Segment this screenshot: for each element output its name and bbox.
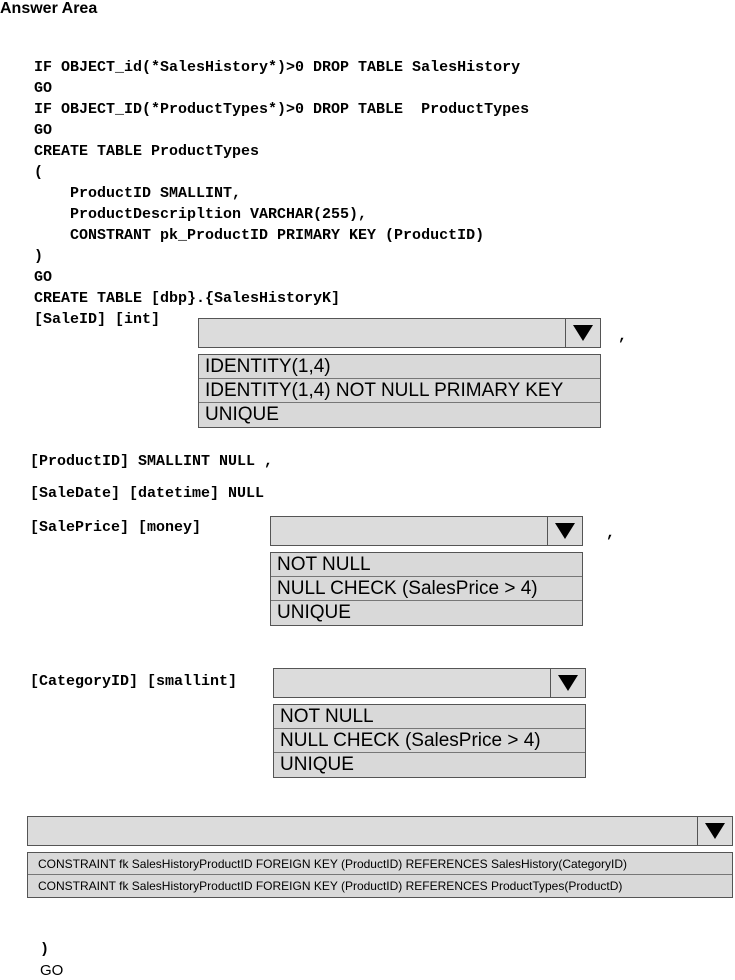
category-id-dropdown-selected[interactable] [273,668,586,698]
option-identity-not-null-pk[interactable]: IDENTITY(1,4) NOT NULL PRIMARY KEY [199,379,600,403]
code-block [34,57,529,309]
constraint-options [27,852,733,898]
code-line: CREATE TABLE [dbp}.{SalesHistoryK] [34,290,341,307]
option-unique[interactable]: UNIQUE [277,602,351,623]
code-line: ( [34,164,44,181]
product-id-line: [ProductID] SMALLINT NULL , [30,453,274,470]
sale-id-options [198,354,601,428]
comma: , [618,328,628,345]
sale-id-line: [SaleID] [int] [34,311,161,328]
code-line: CREATE TABLE ProductTypes [34,143,260,160]
sale-price-options [270,552,583,626]
option-unique[interactable]: UNIQUE [280,754,354,775]
constraint-dropdown-selected[interactable] [27,816,733,846]
option-not-null[interactable]: NOT NULL [274,705,585,729]
code-line: ProductID SMALLINT, [34,185,242,202]
code-line: IF OBJECT_id(*SalesHistory*)>0 DROP TABLE SalesHistory [34,59,521,76]
chevron-down-icon[interactable] [547,517,582,545]
option-fk-producttypes[interactable]: CONSTRAINT fk SalesHistoryProductID FOREIGN KEY (ProductID) REFERENCES ProductTypes(ProductD) [38,879,623,893]
code-line: GO [34,80,53,97]
answer-area-title: Answer Area [0,0,98,17]
option-unique[interactable]: UNIQUE [205,404,279,425]
option-null-check[interactable]: NULL CHECK (SalesPrice > 4) [271,577,582,601]
code-line: GO [34,122,53,139]
sale-id-dropdown-selected[interactable] [198,318,601,348]
close-paren: ) [40,941,50,958]
category-id-dropdown[interactable] [273,668,586,778]
code-line: CONSTRANT pk_ProductID PRIMARY KEY (ProductID) [34,227,485,244]
code-line: IF OBJECT_ID(*ProductTypes*)>0 DROP TABLE ProductTypes [34,101,530,118]
comma: , [606,525,616,542]
option-null-check[interactable]: NULL CHECK (SalesPrice > 4) [274,729,585,753]
sale-price-line: [SalePrice] [money] [30,519,202,536]
chevron-down-icon[interactable] [565,319,600,347]
category-id-line: [CategoryID] [smallint] [30,673,238,690]
code-line: ) [34,248,44,265]
constraint-dropdown[interactable] [27,816,733,898]
category-id-options [273,704,586,778]
sale-price-dropdown-selected[interactable] [270,516,583,546]
code-line: GO [34,269,53,286]
code-line: ProductDescripltion VARCHAR(255), [34,206,368,223]
sale-date-line: [SaleDate] [datetime] NULL [30,485,265,502]
go-keyword: GO [40,962,64,979]
option-fk-saleshistory[interactable]: CONSTRAINT fk SalesHistoryProductID FOREIGN KEY (ProductID) REFERENCES SalesHistory(CategoryID) [28,853,732,875]
chevron-down-icon[interactable] [697,817,732,845]
option-identity[interactable]: IDENTITY(1,4) [199,355,600,379]
option-not-null[interactable]: NOT NULL [271,553,582,577]
sale-price-dropdown[interactable] [270,516,583,626]
sale-id-dropdown[interactable] [198,318,601,428]
chevron-down-icon[interactable] [550,669,585,697]
